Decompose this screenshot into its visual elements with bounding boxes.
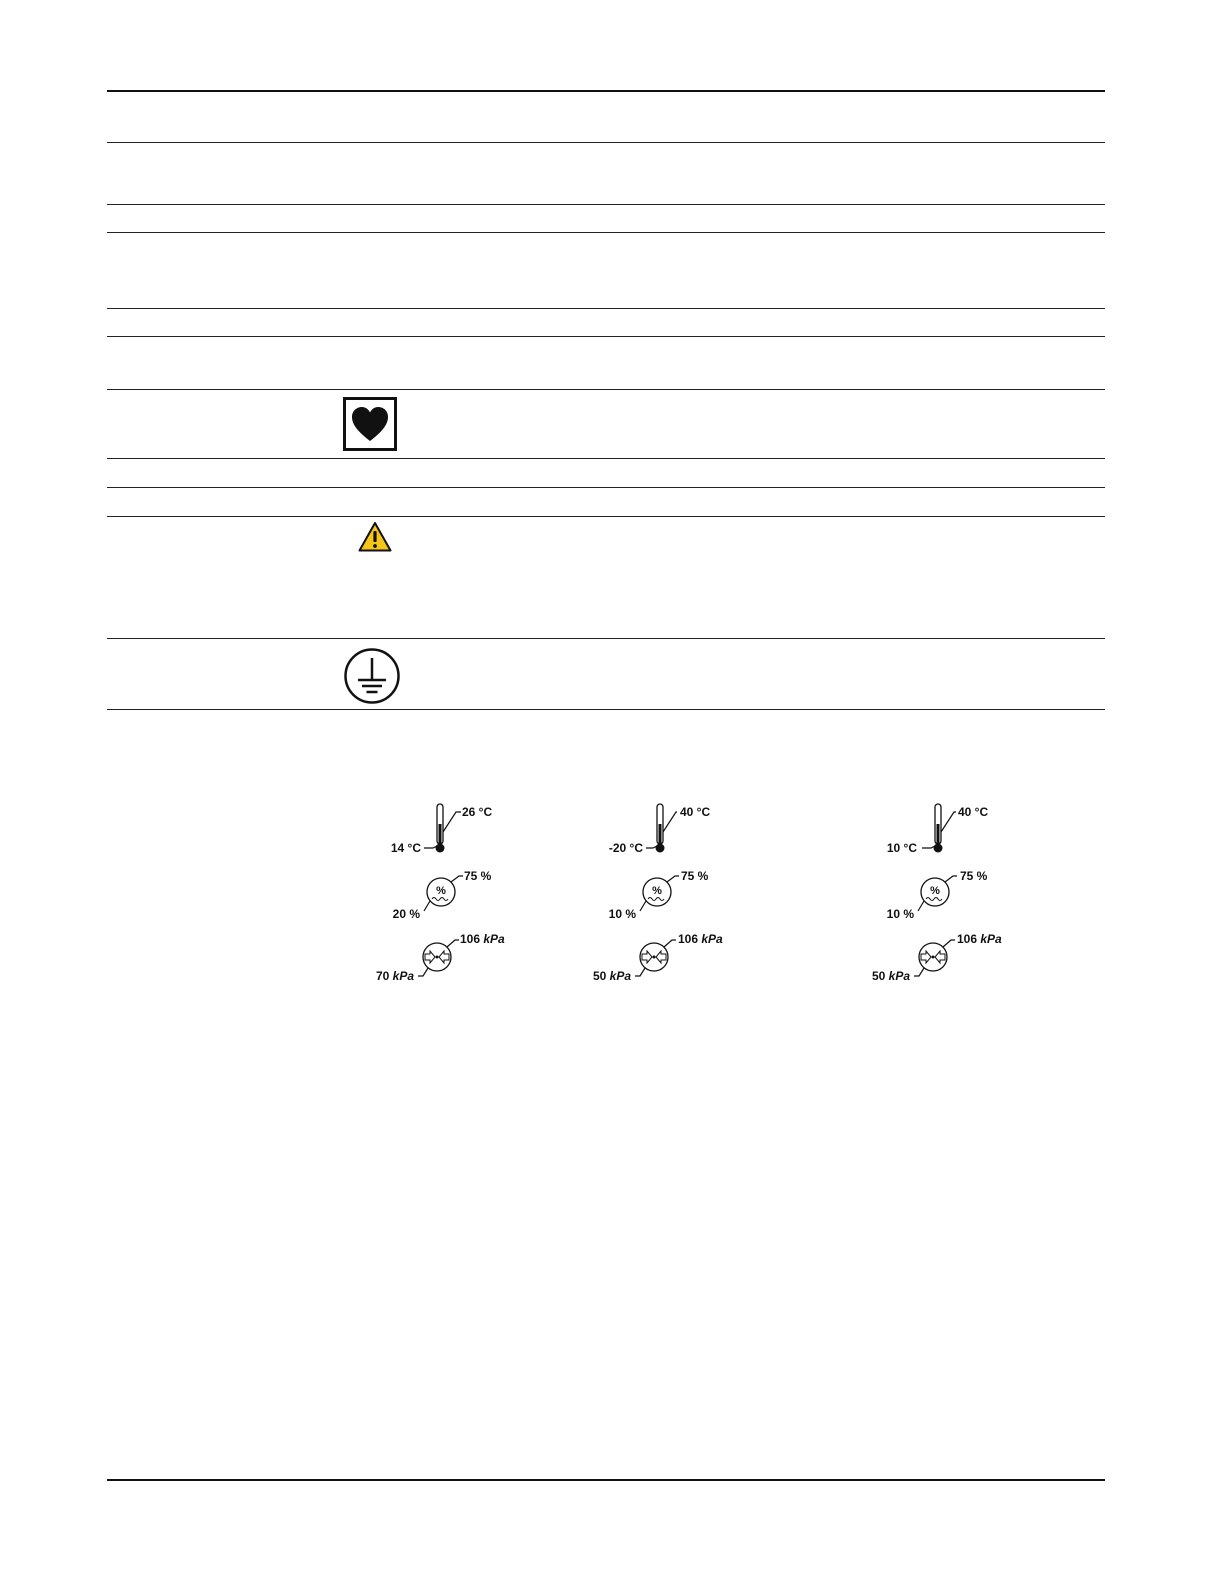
temperature-low-label: -20 °C [608,841,643,855]
environment-column-2 [580,800,750,1000]
svg-text:%: % [436,885,446,897]
table-row-divider [107,516,1105,517]
table-row-divider [107,232,1105,233]
humidity-icon [424,876,463,911]
temperature-low-label: 10 °C [886,841,917,855]
table-row-divider [107,458,1105,459]
environment-column-3 [858,800,1028,1000]
table-row-divider [107,204,1105,205]
humidity-low-label: 10 % [608,907,636,921]
table-row-divider [107,487,1105,488]
pressure-high-label: 106 kPa [678,932,723,946]
pressure-high-label: 106 kPa [957,932,1002,946]
humidity-high-label: 75 % [464,869,492,883]
pressure-high-label: 106 kPa [460,932,505,946]
table-row-divider [107,142,1105,143]
atmospheric-pressure-icon [914,940,955,976]
table-row-divider [107,709,1105,710]
humidity-low-label: 20 % [392,907,420,921]
humidity-high-label: 75 % [960,869,988,883]
table-row-divider [107,638,1105,639]
thermometer-icon [646,804,677,853]
warning-triangle-icon [358,521,392,558]
humidity-low-label: 10 % [886,907,914,921]
pressure-low-label: 50 kPa [592,969,631,983]
thermometer-icon [424,804,461,853]
atmospheric-pressure-icon [635,940,676,976]
thermometer-icon [922,804,956,853]
humidity-icon [640,876,679,911]
humidity-high-label: 75 % [681,869,709,883]
svg-text:%: % [652,885,662,897]
protective-earth-ground-icon [343,647,401,710]
pressure-low-label: 50 kPa [871,969,910,983]
atmospheric-pressure-icon [418,940,459,976]
temperature-high-label: 40 °C [958,805,989,819]
temperature-high-label: 40 °C [680,805,711,819]
svg-text:%: % [930,885,940,897]
temperature-high-label: 26 °C [462,805,493,819]
defibrillation-proof-type-cf-heart-icon [343,397,397,456]
table-row-divider [107,308,1105,309]
table-top-rule [107,90,1105,92]
table-row-divider [107,389,1105,390]
pressure-low-label: 70 kPa [375,969,414,983]
table-row-divider [107,336,1105,337]
humidity-icon [918,876,957,911]
footer-rule [107,1479,1105,1481]
environment-column-1 [360,800,530,1000]
temperature-low-label: 14 °C [390,841,421,855]
